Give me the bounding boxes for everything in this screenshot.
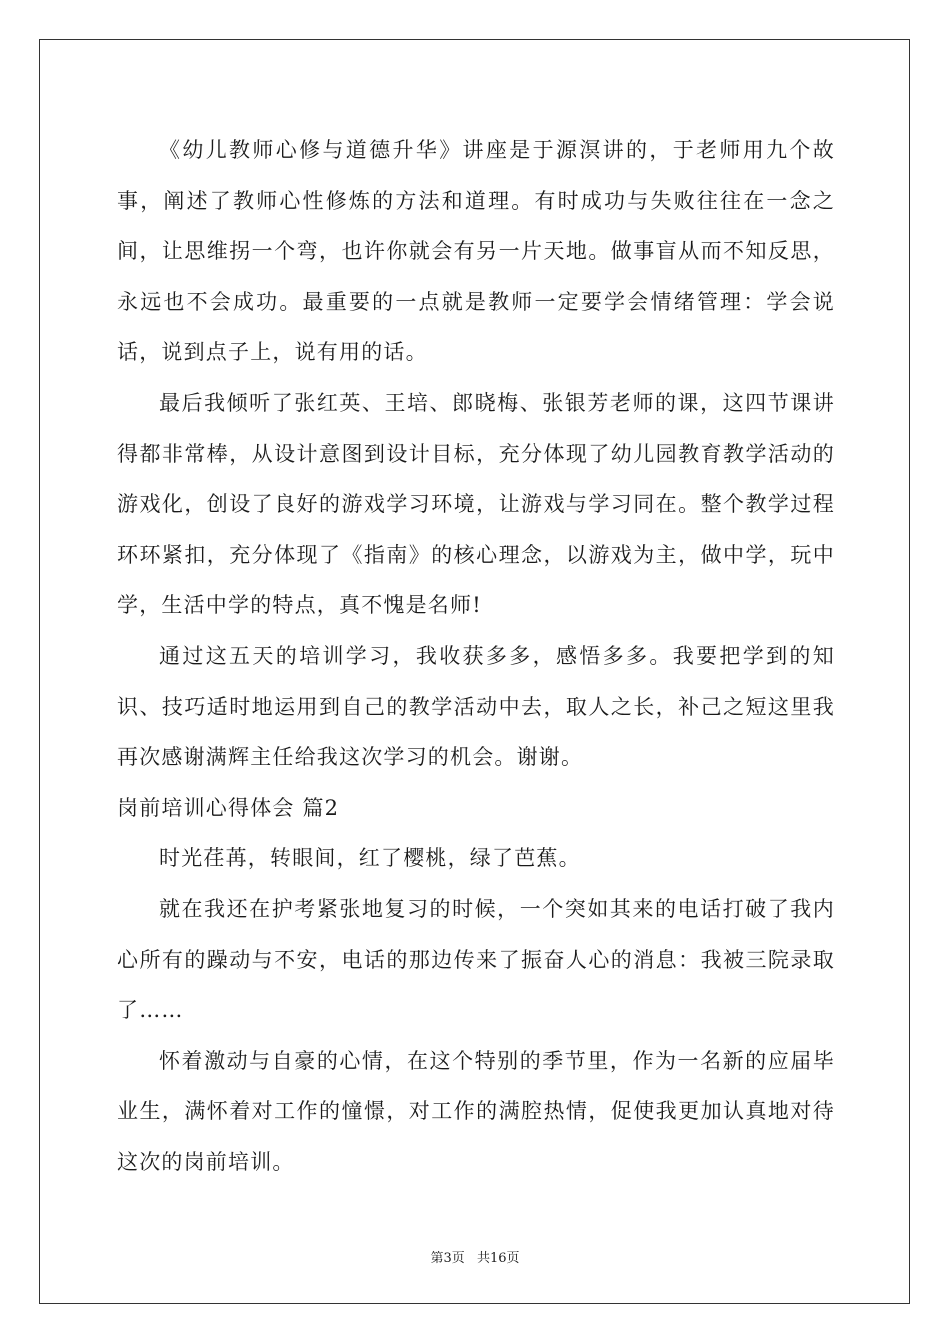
paragraph-training-attitude: 怀着激动与自豪的心情，在这个特别的季节里，作为一名新的应届毕业生，满怀着对工作的憧憬，对工作的满腔热情，促使我更加认真地对待这次的岗前培训。	[117, 1048, 835, 1174]
paragraph-conclusion: 通过这五天的培训学习，我收获多多，感悟多多。我要把学到的知识、技巧适时地运用到自己的教学活动中去，取人之长，补己之短这里我再次感谢满辉主任给我这次学习的机会。谢谢。	[117, 643, 835, 770]
section-heading: 岗前培训心得体会 篇2	[117, 795, 340, 820]
page-footer	[0, 1247, 950, 1266]
document-body	[117, 125, 835, 1187]
paragraph-lecture: 《幼儿教师心修与道德升华》讲座是于源溟讲的，于老师用九个故事，阐述了教师心性修炼的方法和道理。有时成功与失败往往在一念之间，让思维拐一个弯，也许你就会有另一片天地。做事盲从而不知反思，永远也不会成功。最重要的一点就是教师一定要学会情绪管理：学会说话，说到点子上，说有用的话。	[117, 138, 835, 365]
page-number: 第3页	[430, 1251, 465, 1266]
paragraph-admission-call: 就在我还在护考紧张地复习的时候，一个突如其来的电话打破了我内心所有的躁动与不安，电话的那边传来了振奋人心的消息：我被三院录取了……	[117, 896, 835, 1023]
paragraph-observed-classes: 最后我倾听了张红英、王培、郎晓梅、张银芳老师的课，这四节课讲得都非常棒，从设计意图到设计目标，充分体现了幼儿园教育教学活动的游戏化，创设了良好的游戏学习环境，让游戏与学习同在。整个教学过程环环紧扣，充分体现了《指南》的核心理念，以游戏为主，做中学，玩中学，生活中学的特点，真不愧是名师!	[117, 390, 835, 618]
paragraph-time-passes: 时光荏苒，转眼间，红了樱桃，绿了芭蕉。	[159, 846, 581, 871]
total-pages: 共16页	[476, 1251, 520, 1266]
